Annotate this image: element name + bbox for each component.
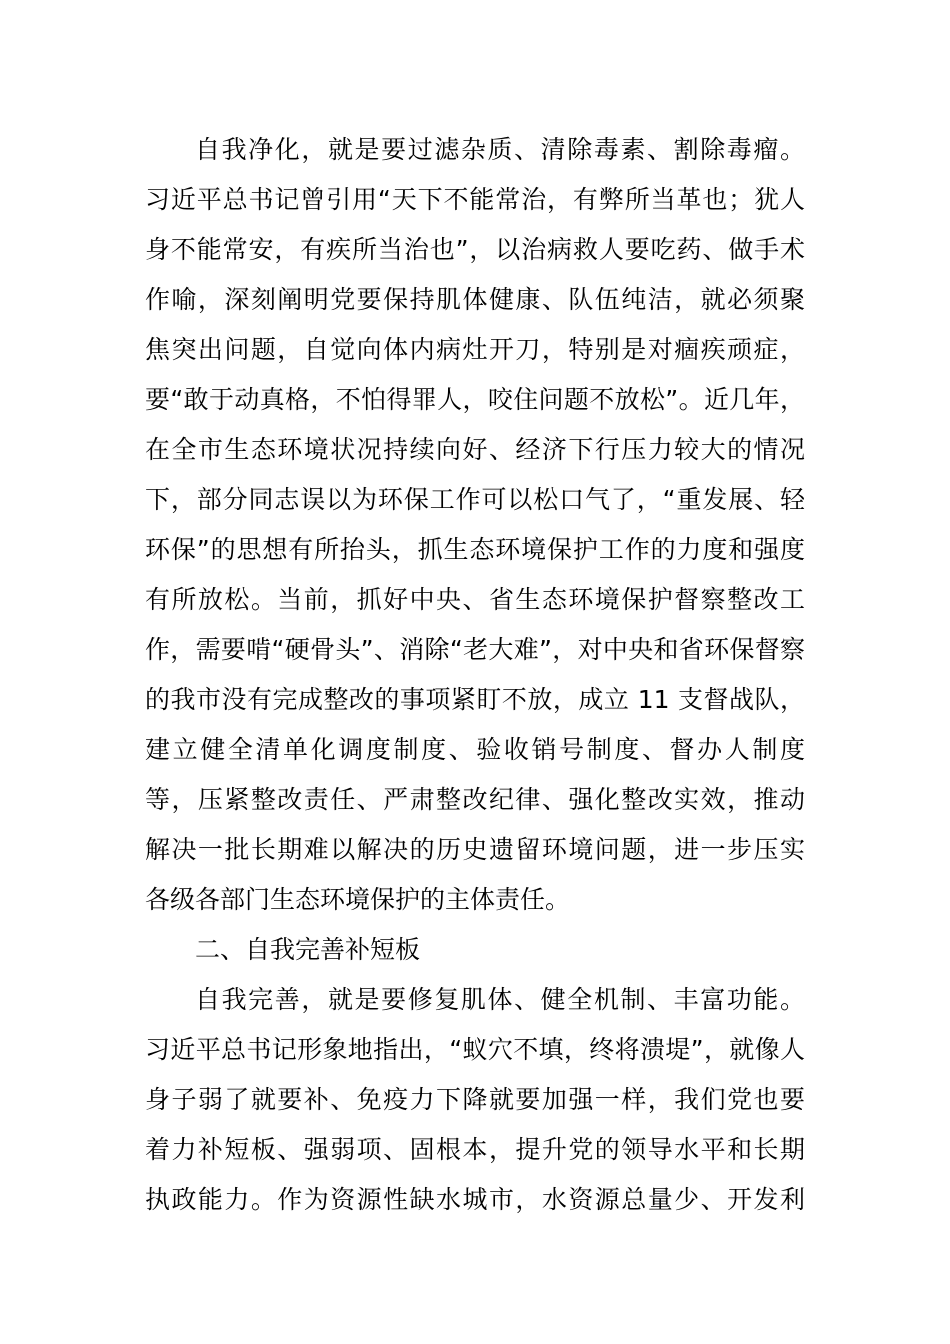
paragraph-2-line-4: 着力补短板、强弱项、固根本，提升党的领导水平和长期 bbox=[145, 1135, 805, 1164]
paragraph-1-line-6: 要“敢于动真格，不怕得罪人，咬住问题不放松”。近几年， bbox=[145, 385, 805, 414]
paragraph-1-line-15: 解决一批长期难以解决的历史遗留环境问题，进一步压实 bbox=[145, 835, 805, 864]
paragraph-2-line-3: 身子弱了就要补、免疫力下降就要加强一样，我们党也要 bbox=[145, 1085, 805, 1114]
paragraph-1-line-1: 自我净化，就是要过滤杂质、清除毒素、割除毒瘤。 bbox=[195, 135, 805, 164]
paragraph-2-line-2: 习近平总书记形象地指出，“蚁穴不填，终将溃堤”，就像人 bbox=[145, 1035, 805, 1064]
paragraph-1-line-16: 各级各部门生态环境保护的主体责任。 bbox=[145, 885, 571, 914]
paragraph-1-line-12: 的我市没有完成整改的事项紧盯不放，成立 11 支督战队， bbox=[145, 685, 805, 714]
section-heading: 二、自我完善补短板 bbox=[195, 935, 421, 964]
paragraph-1-line-14: 等，压紧整改责任、严肃整改纪律、强化整改实效，推动 bbox=[145, 785, 805, 814]
paragraph-1-line-4: 作喻，深刻阐明党要保持肌体健康、队伍纯洁，就必须聚 bbox=[145, 285, 805, 314]
paragraph-1-line-5: 焦突出问题，自觉向体内病灶开刀，特别是对痼疾顽症， bbox=[145, 335, 805, 364]
paragraph-1-line-11: 作，需要啃“硬骨头”、消除“老大难”，对中央和省环保督察 bbox=[145, 635, 805, 664]
paragraph-1-line-3: 身不能常安，有疾所当治也”，以治病救人要吃药、做手术 bbox=[145, 235, 805, 264]
paragraph-1-line-13: 建立健全清单化调度制度、验收销号制度、督办人制度 bbox=[145, 735, 805, 764]
paragraph-1-line-8: 下，部分同志误以为环保工作可以松口气了，“重发展、轻 bbox=[145, 485, 805, 514]
paragraph-2-line-5: 执政能力。作为资源性缺水城市，水资源总量少、开发利 bbox=[145, 1185, 805, 1214]
paragraph-1-line-2: 习近平总书记曾引用“天下不能常治，有弊所当革也；犹人 bbox=[145, 185, 805, 214]
paragraph-1-line-9: 环保”的思想有所抬头，抓生态环境保护工作的力度和强度 bbox=[145, 535, 805, 564]
paragraph-2-line-1: 自我完善，就是要修复肌体、健全机制、丰富功能。 bbox=[195, 985, 805, 1014]
paragraph-1-line-10: 有所放松。当前，抓好中央、省生态环境保护督察整改工 bbox=[145, 585, 805, 614]
paragraph-1-line-7: 在全市生态环境状况持续向好、经济下行压力较大的情况 bbox=[145, 435, 805, 464]
